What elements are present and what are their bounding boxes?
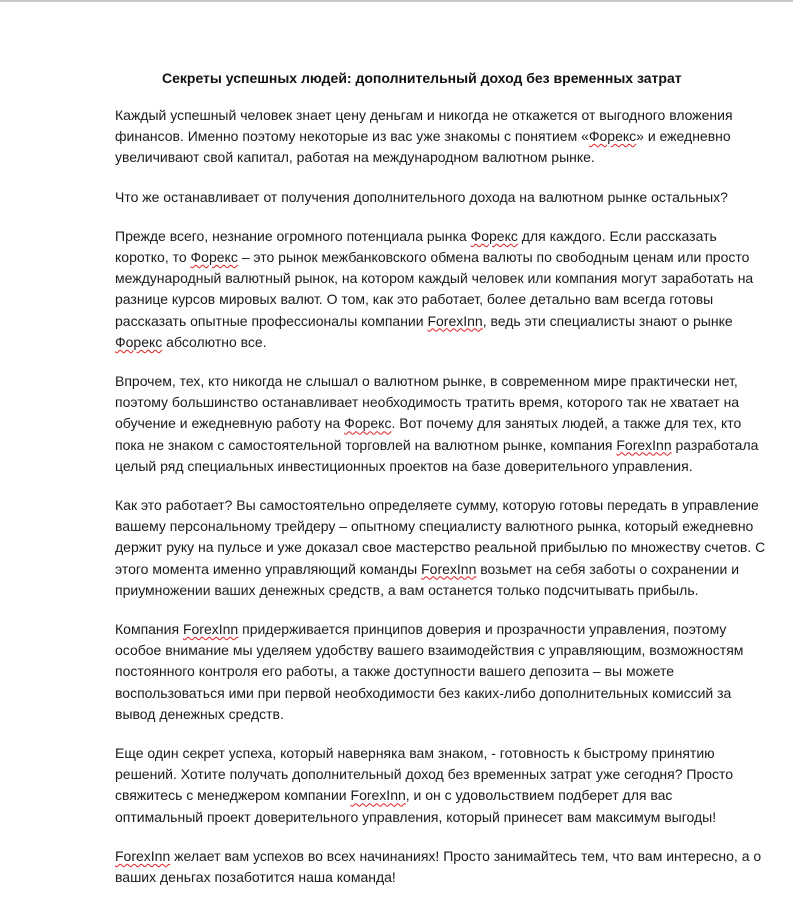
text-run: Как это работает? Вы самостоятельно определяете сумму, которую готовы передать в управление (115, 497, 759, 514)
text-run: Еще один секрет успеха, который наверняка вам знаком, - готовность к быстрому принятию (115, 745, 715, 762)
paragraph-line (115, 495, 759, 516)
text-run: пока не знаком с самостоятельной торговлей на валютном рынке, компания (115, 436, 617, 453)
spellcheck-flagged-word: ForexInn (182, 621, 239, 638)
text-run: вашему персональному трейдеру – опытному специалисту валютного рынка, который ежедневно (115, 518, 754, 535)
spellcheck-flagged-word: ForexInn (115, 847, 171, 864)
text-run: разнице курсов мировых валют. О том, как это работает, более детально вам всегда готовы (115, 291, 714, 308)
paragraph-line (115, 867, 745, 888)
paragraph-line (115, 435, 759, 456)
paragraph-1 (115, 105, 745, 169)
paragraph-line (115, 392, 745, 413)
paragraph-line (115, 537, 766, 558)
paragraph-7 (115, 743, 745, 828)
text-run: обучение и ежедневную работу на (115, 415, 345, 432)
spellcheck-flagged-word: ForexInn (616, 436, 672, 453)
spellcheck-flagged-word: ForexInn (427, 312, 483, 329)
paragraph-8 (115, 846, 762, 888)
text-run: оптимальный проект доверительного управления, который принесет вам максимум выгоды! (115, 808, 717, 825)
paragraph-line (115, 683, 745, 704)
paragraph-line (115, 785, 745, 806)
text-run: финансов. Именно поэтому некоторые из вас уже знакомы с понятием « (115, 128, 589, 145)
paragraph-line (115, 332, 745, 353)
paragraph-line (115, 807, 745, 828)
paragraph-line (115, 704, 745, 725)
text-run: желает вам успехов во всех начинаниях! Просто занимайтесь тем, что вам интересно, а о (170, 847, 762, 864)
paragraph-2 (115, 187, 745, 208)
text-run: , ведь эти специалисты знают о рынке (482, 312, 733, 329)
text-run: этого момента именно управляющий команды (115, 560, 422, 577)
text-run: разработала (671, 436, 759, 453)
text-run: , и он с удовольствием подберет для вас (405, 787, 673, 804)
paragraph-line (115, 661, 745, 682)
text-run: Каждый успешный человек знает цену деньгам и никогда не откажется от выгодного вложения (115, 107, 733, 123)
text-run: для каждого. Если рассказать (517, 227, 717, 244)
paragraph-line (115, 289, 745, 310)
document-body (115, 105, 766, 888)
text-run: свяжитесь с менеджером компании (115, 787, 351, 804)
text-run: держит руку на пульсе и уже доказал свое мастерство реальной прибылью по множеству счетов. С (115, 539, 766, 556)
paragraph-line (115, 247, 750, 268)
text-run: особое внимание мы уделяем удобству вашего взаимодействия с управляющим, возможностям (115, 642, 744, 659)
paragraph-5 (115, 495, 766, 601)
spellcheck-flagged-word: Форекс (344, 415, 392, 432)
paragraph-line (115, 105, 745, 126)
text-run: » и ежедневно (636, 128, 731, 145)
paragraph-line (115, 846, 762, 867)
spellcheck-flagged-word: Форекс (115, 333, 163, 350)
spellcheck-flagged-word: Форекс (588, 128, 637, 145)
paragraph-6 (115, 619, 745, 725)
spellcheck-flagged-word: Форекс (470, 227, 518, 244)
text-run: ваших деньгах позаботится наша команда! (115, 869, 396, 886)
text-run: абсолютно все. (162, 333, 267, 350)
paragraph-line (115, 311, 745, 332)
paragraph-line (115, 764, 745, 785)
paragraph-line (115, 580, 745, 601)
text-run: придерживается принципов доверия и прозрачности управления, поэтому (238, 621, 727, 638)
paragraph-line (115, 226, 745, 247)
spellcheck-flagged-word: ForexInn (350, 787, 406, 804)
text-run: возьмет на себя заботы о сохранении и (476, 560, 740, 577)
text-run: целый ряд специальных инвестиционных проектов на базе доверительного управления. (115, 457, 693, 474)
paragraph-line (115, 743, 745, 764)
paragraph-line (115, 268, 754, 289)
text-run: Впрочем, тех, кто никогда не слышал о валютном рынке, в современном мире практически нет, (115, 373, 738, 390)
document-page (115, 68, 766, 906)
text-run: . Вот почему для занятых людей, а также для тех, кто (391, 415, 742, 432)
paragraph-line (115, 147, 745, 168)
text-run: коротко, то (115, 249, 191, 266)
spellcheck-flagged-word: Форекс (190, 249, 238, 266)
text-run: приумножении ваших денежных средств, а вам останется только подсчитывать прибыль. (115, 581, 699, 598)
paragraph-line (115, 187, 745, 208)
document-title: Секреты успешных людей: дополнительный доход без временных затрат (162, 70, 682, 86)
text-run: Компания (115, 621, 183, 638)
paragraph-line (115, 559, 745, 580)
text-run: поэтому большинство останавливает необходимость тратить время, которого так не хватает на (115, 394, 740, 411)
text-run: Что же останавливает от получения дополнительного дохода на валютном рынке остальных? (115, 188, 728, 205)
paragraph-line (115, 516, 754, 537)
text-run: решений. Хотите получать дополнительный доход без временных затрат уже сегодня? Просто (115, 766, 734, 783)
spellcheck-flagged-word: ForexInn (421, 560, 477, 577)
paragraph-line (115, 126, 745, 147)
text-run: постоянного контроля его работы, а также доступности вашего депозита – вы можете (115, 663, 674, 680)
page-top-border (0, 0, 793, 2)
paragraph-line (115, 456, 745, 477)
paragraph-line (115, 371, 745, 392)
text-run: – это рынок межбанковского обмена валюты по свободным ценам или просто (237, 249, 750, 266)
text-run: вывод денежных средств. (115, 705, 284, 722)
paragraph-3 (115, 226, 754, 353)
text-run: Прежде всего, незнание огромного потенциала рынка (115, 227, 471, 244)
text-run: увеличивают свой капитал, работая на международном валютном рынке. (115, 149, 595, 166)
text-run: международный валютный рынок, на котором каждый человек или компания могут заработать на (115, 270, 754, 287)
paragraph-line (115, 619, 745, 640)
paragraph-4 (115, 371, 759, 477)
paragraph-line (115, 640, 745, 661)
text-run: воспользоваться ими при первой необходимости без каких-либо дополнительных комиссий за (115, 684, 732, 701)
paragraph-line (115, 413, 745, 434)
text-run: рассказать опытные профессионалы компании (115, 312, 428, 329)
